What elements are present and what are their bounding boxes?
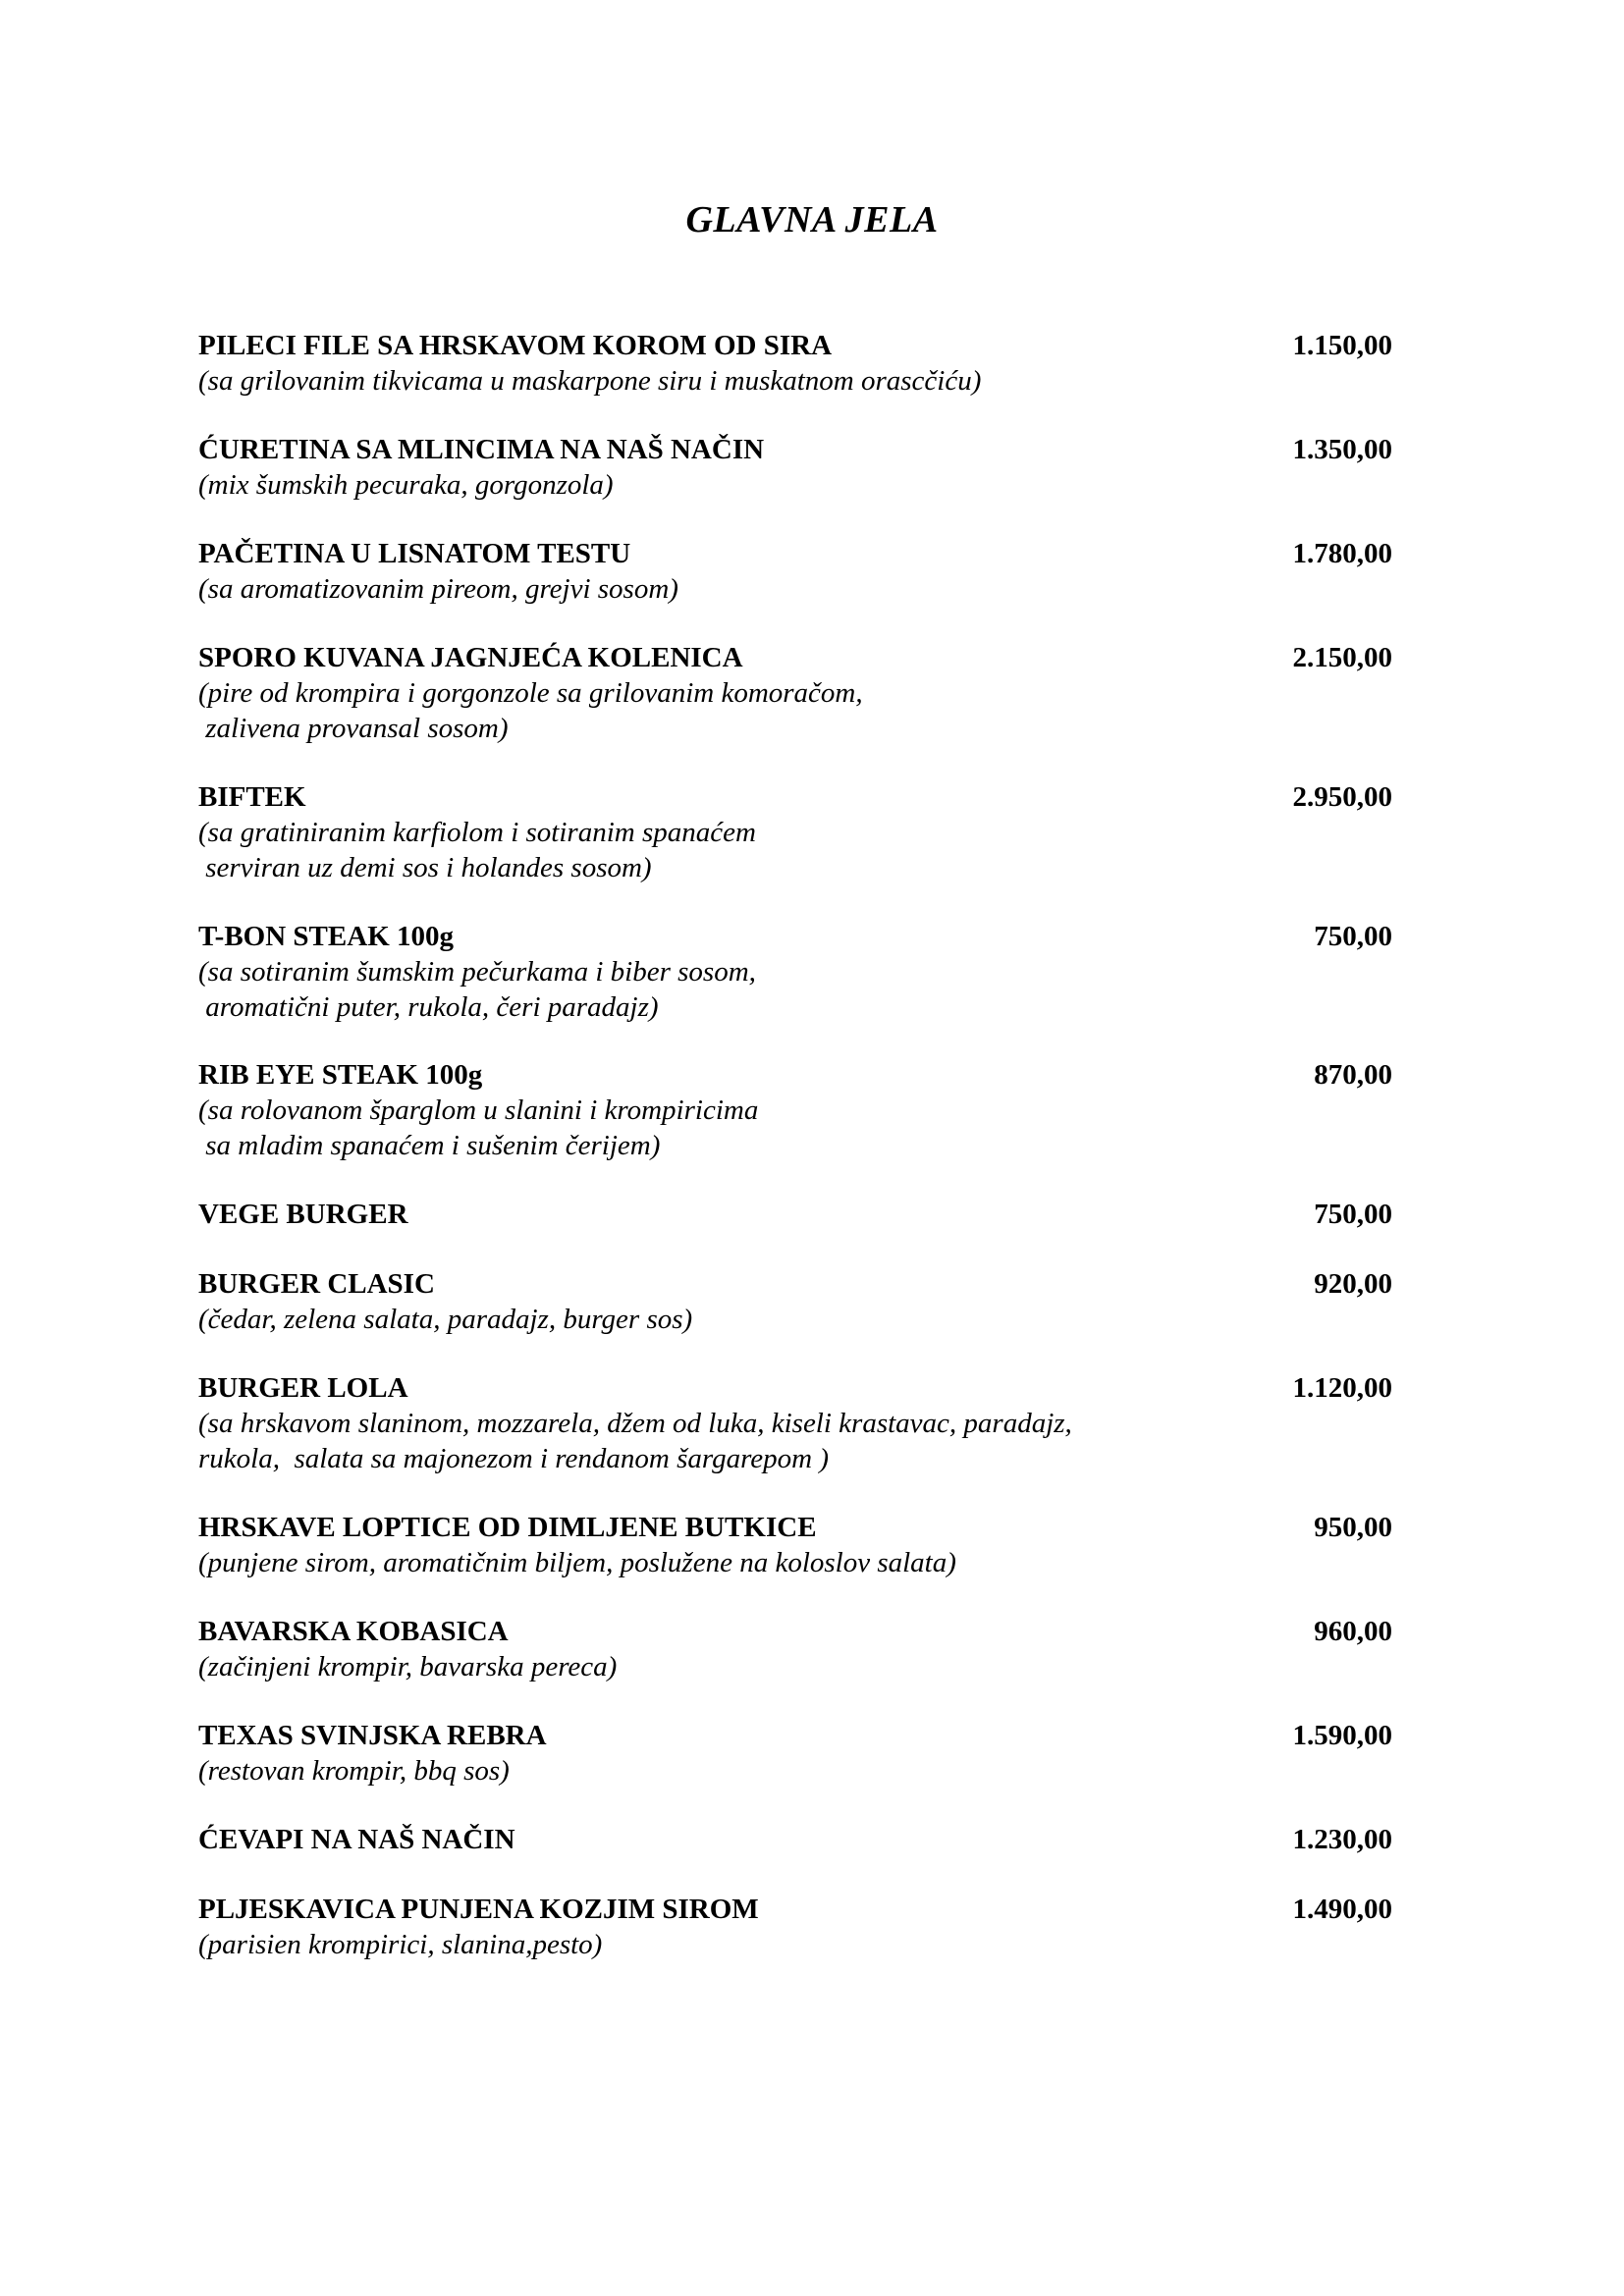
menu-item xyxy=(198,1197,1392,1232)
menu-item-header xyxy=(198,919,1392,954)
dish-description: (čedar, zelena salata, paradajz, burger sos) xyxy=(198,1304,693,1335)
menu-item xyxy=(198,1892,1392,1962)
dish-description: (restovan krompir, bbq sos) xyxy=(198,1755,510,1787)
menu-item xyxy=(198,640,1392,746)
menu-item-header xyxy=(198,1718,1392,1753)
dish-name: PILECI FILE SA HRSKAVOM KOROM OD SIRA xyxy=(198,330,833,361)
dish-name: BURGER LOLA xyxy=(198,1372,408,1404)
menu-item-header xyxy=(198,328,1392,363)
dish-description: (sa aromatizovanim pireom, grejvi sosom) xyxy=(198,573,678,605)
menu-item-header xyxy=(198,1510,1392,1545)
dish-price: 920,00 xyxy=(1314,1268,1392,1300)
menu-item xyxy=(198,1266,1392,1337)
dish-price: 870,00 xyxy=(1314,1059,1392,1091)
dish-price: 1.230,00 xyxy=(1292,1824,1392,1855)
menu-item xyxy=(198,1822,1392,1857)
dish-price: 750,00 xyxy=(1314,921,1392,952)
dish-price: 960,00 xyxy=(1314,1616,1392,1647)
dish-price: 2.150,00 xyxy=(1292,642,1392,673)
menu-item-header xyxy=(198,1370,1392,1406)
dish-description: (mix šumskih pecuraka, gorgonzola) xyxy=(198,469,614,501)
dish-price: 1.780,00 xyxy=(1292,538,1392,569)
dish-description: (začinjeni krompir, bavarska pereca) xyxy=(198,1651,618,1682)
menu-item-header xyxy=(198,432,1392,467)
menu-item-header xyxy=(198,779,1392,815)
dish-name: PAČETINA U LISNATOM TESTU xyxy=(198,538,631,569)
menu-item xyxy=(198,1614,1392,1684)
dish-name: BURGER CLASIC xyxy=(198,1268,435,1300)
dish-name: BAVARSKA KOBASICA xyxy=(198,1616,509,1647)
dish-description: (sa gratiniranim karfiolom i sotiranim spanaćem xyxy=(198,817,756,848)
menu-item-header xyxy=(198,1892,1392,1927)
menu-item xyxy=(198,919,1392,1025)
dish-price: 750,00 xyxy=(1314,1199,1392,1230)
dish-description: (parisien krompirici, slanina,pesto) xyxy=(198,1929,603,1960)
dish-price: 1.150,00 xyxy=(1292,330,1392,361)
dish-description: (sa grilovanim tikvicama u maskarpone siru i muskatnom orascčiću) xyxy=(198,365,982,397)
dish-price: 1.490,00 xyxy=(1292,1894,1392,1925)
page-title: GLAVNA JELA xyxy=(685,199,939,240)
menu-item xyxy=(198,1510,1392,1580)
menu-item-header xyxy=(198,1266,1392,1302)
dish-price: 1.350,00 xyxy=(1292,434,1392,465)
dish-description: (punjene sirom, aromatičnim biljem, poslužene na koloslov salata) xyxy=(198,1547,956,1578)
menu-item-header xyxy=(198,536,1392,571)
dish-price: 1.590,00 xyxy=(1292,1720,1392,1751)
dish-description: serviran uz demi sos i holandes sosom) xyxy=(198,852,652,883)
dish-description: sa mladim spanaćem i sušenim čerijem) xyxy=(198,1130,661,1161)
dish-name: RIB EYE STEAK 100g xyxy=(198,1059,483,1091)
dish-description: (sa hrskavom slaninom, mozzarela, džem od luka, kiseli krastavac, paradajz, xyxy=(198,1408,1072,1439)
dish-name: T-BON STEAK 100g xyxy=(198,921,454,952)
dish-name: TEXAS SVINJSKA REBRA xyxy=(198,1720,547,1751)
dish-description: (sa sotiranim šumskim pečurkama i biber sosom, xyxy=(198,956,756,988)
dish-description: (pire od krompira i gorgonzole sa grilovanim komoračom, xyxy=(198,677,863,709)
dish-price: 2.950,00 xyxy=(1292,781,1392,813)
menu-item xyxy=(198,328,1392,399)
dish-name: ĆEVAPI NA NAŠ NAČIN xyxy=(198,1824,515,1855)
menu-item-header xyxy=(198,1057,1392,1093)
menu-item xyxy=(198,1718,1392,1789)
dish-name: VEGE BURGER xyxy=(198,1199,408,1230)
menu-item-header xyxy=(198,1614,1392,1649)
menu-item xyxy=(198,779,1392,885)
dish-description: (sa rolovanom šparglom u slanini i krompiricima xyxy=(198,1095,759,1126)
dish-price: 950,00 xyxy=(1314,1512,1392,1543)
menu-item-header xyxy=(198,1197,1392,1232)
menu-item xyxy=(198,536,1392,607)
dish-name: SPORO KUVANA JAGNJEĆA KOLENICA xyxy=(198,642,743,673)
dish-description: rukola, salata sa majonezom i rendanom šargarepom ) xyxy=(198,1443,830,1474)
menu-item-header xyxy=(198,640,1392,675)
menu-item xyxy=(198,1370,1392,1476)
dish-price: 1.120,00 xyxy=(1292,1372,1392,1404)
dish-description: zalivena provansal sosom) xyxy=(198,713,509,744)
dish-name: BIFTEK xyxy=(198,781,306,813)
dish-name: HRSKAVE LOPTICE OD DIMLJENE BUTKICE xyxy=(198,1512,817,1543)
dish-description: aromatični puter, rukola, čeri paradajz) xyxy=(198,991,659,1023)
menu-item-header xyxy=(198,1822,1392,1857)
menu-item xyxy=(198,432,1392,503)
menu-item xyxy=(198,1057,1392,1163)
dish-name: PLJESKAVICA PUNJENA KOZJIM SIROM xyxy=(198,1894,759,1925)
dish-name: ĆURETINA SA MLINCIMA NA NAŠ NAČIN xyxy=(198,434,765,465)
